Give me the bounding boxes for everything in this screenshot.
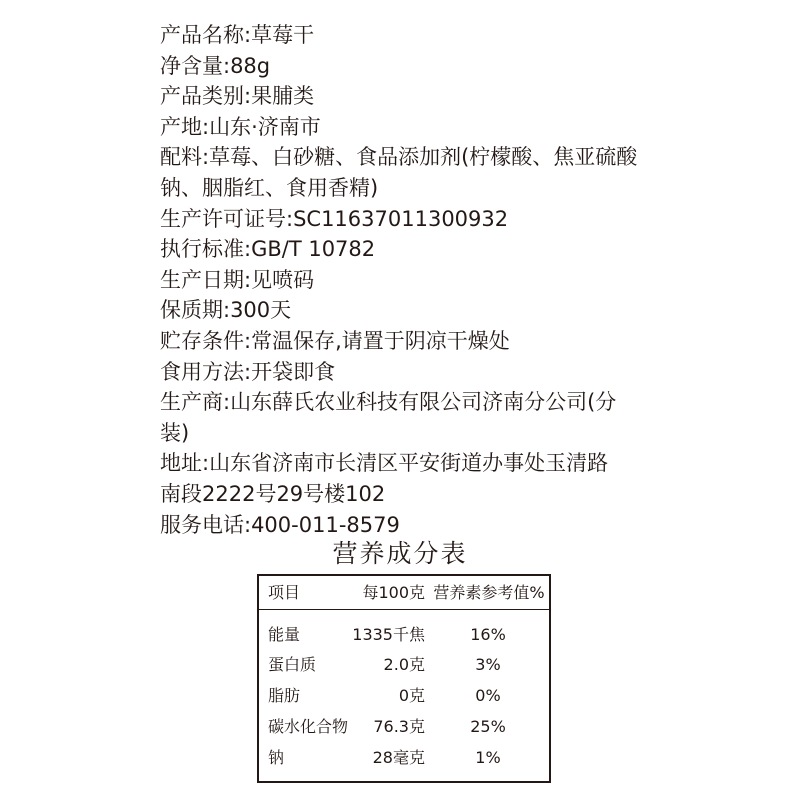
info-line-phone: 服务电话:400-011-8579 <box>160 512 400 537</box>
row-name: 脂肪 <box>268 686 301 705</box>
row-nrv: 3% <box>475 655 501 674</box>
row-name: 钠 <box>268 748 285 767</box>
info-line-ingredients: 配料:草莓、白砂糖、食品添加剂(柠檬酸、焦亚硫酸 <box>160 145 638 170</box>
row-nrv: 25% <box>470 717 506 736</box>
header-nrv: 营养素参考值% <box>433 583 545 602</box>
row-name: 碳水化合物 <box>268 717 349 736</box>
info-line-product-name: 产品名称:草莓干 <box>160 23 315 47</box>
row-nrv: 1% <box>475 748 501 767</box>
info-line-manufacturer-cont: 装) <box>160 420 190 445</box>
info-line-manufacturer: 生产商:山东薛氏农业科技有限公司济南分公司(分 <box>160 390 617 415</box>
row-nrv: 16% <box>470 625 506 644</box>
header-divider <box>259 609 549 610</box>
header-per-100g: 每100克 <box>362 583 425 602</box>
info-line-license: 生产许可证号:SC11637011300932 <box>160 206 509 231</box>
info-line-production-date: 生产日期:见喷码 <box>160 267 315 292</box>
nutrition-table-title: 营养成分表 <box>332 539 468 568</box>
header-item: 项目 <box>268 583 301 602</box>
info-line-address-cont: 南段2222号29号楼102 <box>160 481 386 506</box>
info-line-ingredients-cont: 钠、胭脂红、食用香精) <box>160 175 379 200</box>
nutrition-table <box>257 574 551 783</box>
product-info-block <box>160 20 660 540</box>
row-amount: 0克 <box>398 686 425 705</box>
row-amount: 76.3克 <box>373 717 425 736</box>
info-line-standard: 执行标准:GB/T 10782 <box>160 237 376 262</box>
row-name: 蛋白质 <box>268 655 317 674</box>
info-line-storage: 贮存条件:常温保存,请置于阴凉干燥处 <box>160 328 510 353</box>
info-line-address: 地址:山东省济南市长清区平安街道办事处玉清路 <box>160 451 609 476</box>
info-line-usage: 食用方法:开袋即食 <box>160 359 336 384</box>
info-line-shelf-life: 保质期:300天 <box>160 298 292 323</box>
info-line-origin: 产地:山东·济南市 <box>160 114 321 139</box>
info-line-net-content: 净含量:88g <box>160 53 271 78</box>
row-name: 能量 <box>268 625 301 644</box>
row-amount: 28毫克 <box>372 748 425 767</box>
row-amount: 1335千焦 <box>352 625 425 644</box>
info-line-category: 产品类别:果脯类 <box>160 84 315 109</box>
row-nrv: 0% <box>475 686 501 705</box>
row-amount: 2.0克 <box>383 655 425 674</box>
